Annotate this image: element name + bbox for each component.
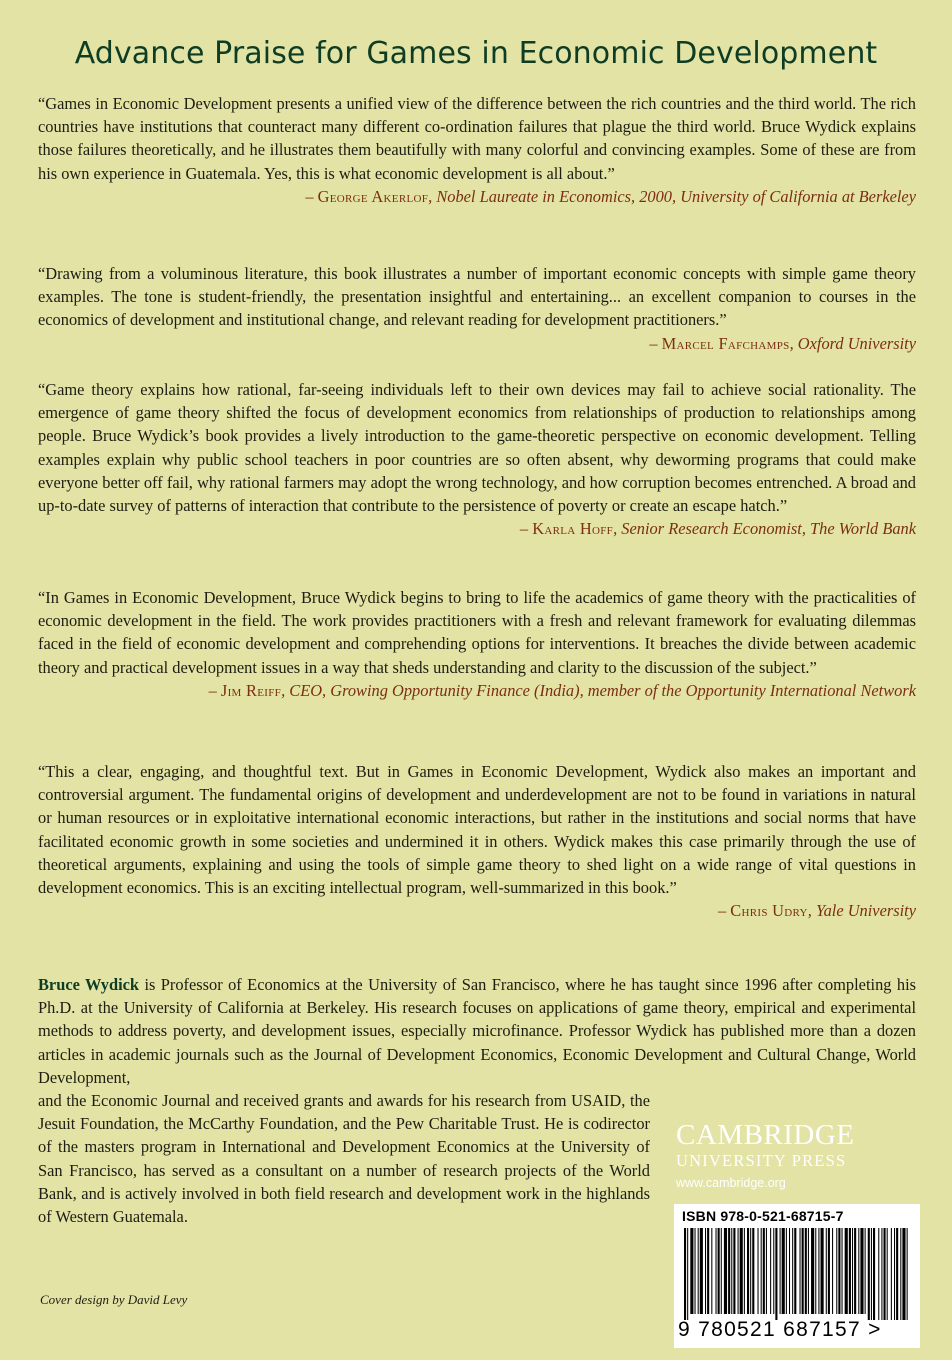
barcode-bar (826, 1228, 827, 1314)
barcode-bar (902, 1228, 905, 1320)
quote-affiliation: , Oxford University (789, 333, 916, 353)
barcode-bar (894, 1228, 895, 1320)
barcode-number: 9 780521 687157 > (678, 1318, 882, 1341)
quote-affiliation: , CEO, Growing Opportunity Finance (India), member of the Opportunity International Network (281, 680, 916, 700)
quote-text: “Games in Economic Development presents a unified view of the difference between the rich countries and the third world. The rich countries have institutions that counteract many different co-ordination failures that plague the third world. Bruce Wydick explains those failures theoretically, and he illustrates them beautifully with many colorful and convincing examples. Some of these are from his own experience in Guatemala. Yes, this is what economic development is all about.” (38, 94, 916, 183)
quote-text: “Drawing from a voluminous literature, this book illustrates a number of important economic concepts with simple game theory examples. The tone is student-friendly, the presentation insightful and entertaining... an excellent companion to courses in the economics of development and institutional change, and relevant reading for development practitioners.” (38, 264, 916, 330)
bio-narrow: and the Economic Journal and received grants and awards for his research from USAID, the Jesuit Foundation, the McCarthy Foundation, and the Pew Charitable Trust. He is codirector of the masters program in International and Development Economics at the University of San Francisco, has served as a consultant on a number of research projects of the World Bank, and is actively involved in both field research and development work in the highlands of Western Guatemala. (38, 1091, 650, 1227)
quote-author: Jim Reiff (220, 680, 282, 700)
barcode-bar (695, 1228, 696, 1314)
barcode-bar (852, 1228, 853, 1314)
barcode-bar (758, 1228, 759, 1314)
isbn-label: ISBN 978-0-521-68715-7 (682, 1208, 844, 1224)
barcode-bar (707, 1228, 709, 1314)
barcode-bar (865, 1228, 866, 1314)
cover-credit: Cover design by David Levy (40, 1292, 188, 1307)
bio-author-name: Bruce Wydick (38, 975, 140, 994)
barcode-bar (740, 1228, 743, 1314)
barcode-bar (821, 1228, 824, 1314)
barcode-bar (900, 1228, 901, 1320)
barcode-bar (811, 1228, 814, 1314)
barcode-bar (775, 1228, 777, 1320)
quote-text: “Game theory explains how rational, far-seeing individuals left to their own devices may fail to achieve social rationality. The emergence of game theory shifted the focus of development economics from relationships of production to relationships among people. Bruce Wydick’s book provides a lively introduction to the game-theoretic perspective on economic development. Telling examples explain why public school teachers in poor countries are so often absent, why deworming programs that could make everyone better off fail, why rational farmers may adopt the wrong technology, and how corruption becomes entrenched. A broad and up-to-date survey of patterns of interaction that contribute to the persistence of poverty or create an escape hatch.” (38, 380, 916, 516)
barcode-bar (733, 1228, 735, 1314)
barcode-bar (836, 1228, 837, 1314)
barcode-bar (878, 1228, 879, 1320)
bio-wide (38, 973, 916, 1089)
barcode-bar (891, 1228, 892, 1320)
quote-affiliation: , Senior Research Economist, The World Bank (613, 519, 916, 539)
bio-text: is Professor of Economics at the University of San Francisco, where he has taught since 1996 after completing his Ph.D. at the University of California at Berkeley. His research focuses on applications of game theory, empirical and experimental methods to address poverty, and development issues, especially microfinance. Professor Wydick has published more than a dozen articles in academic journals such as the Journal of Development Economics, Economic Development and Cultural Change, World Development, (38, 975, 916, 1087)
barcode-bar (808, 1228, 809, 1314)
barcode-bar (766, 1228, 767, 1314)
barcode-bar (828, 1228, 830, 1314)
barcode-bar (794, 1228, 796, 1314)
barcode-bar (747, 1228, 749, 1314)
barcode-bar (792, 1228, 793, 1314)
barcode-bar (684, 1228, 686, 1320)
quote-attribution: – Karla Hoff, Senior Research Economist, The World Bank (519, 519, 916, 539)
quote-text: “In Games in Economic Development, Bruce Wydick begins to bring to life the academics of game theory with the practicalities of economic development in the field. The work provides practitioners with a fresh and relevant framework for evaluating dilemmas faced in the field of economic development and comprehending options for interventions. It breaches the divide between academic theory and practical development issues in a way that sheds understanding and clarity to the discussion of the subject.” (38, 588, 916, 677)
barcode-bar (800, 1228, 801, 1314)
barcode-bar (700, 1228, 703, 1314)
barcode-bar (721, 1228, 722, 1314)
barcode-bar (782, 1228, 785, 1314)
barcode-bar (881, 1228, 882, 1320)
barcode-bar (854, 1228, 856, 1314)
barcode-bar (690, 1228, 693, 1314)
barcode-bar (805, 1228, 807, 1314)
barcode-bar (842, 1228, 843, 1314)
quote-author: George Akerlof (317, 186, 429, 206)
barcode-bar (763, 1228, 765, 1314)
quote-affiliation: , Yale University (807, 901, 916, 921)
quote-attribution: – Jim Reiff, CEO, Growing Opportunity Finance (India), member of the Opportunity International Network (208, 680, 916, 700)
quote-author: Marcel Fafchamps (661, 333, 790, 353)
barcode-bar (868, 1228, 870, 1320)
barcode-bar (705, 1228, 706, 1314)
publisher-url: www.cambridge.org (676, 1176, 786, 1190)
barcode-bar (832, 1228, 833, 1314)
barcode-bar (858, 1228, 859, 1314)
barcode-bar (802, 1228, 804, 1314)
barcode-bar (873, 1228, 875, 1320)
praise-quote-4 (38, 586, 916, 702)
barcode-bar (711, 1228, 712, 1314)
barcode-bar (770, 1228, 771, 1314)
barcode-bar (871, 1228, 872, 1320)
barcode-bar (750, 1228, 751, 1314)
barcode-block (674, 1204, 920, 1348)
barcode-bar (738, 1228, 739, 1314)
barcode-bar (849, 1228, 851, 1314)
title-book: Games in Economic Development (366, 36, 878, 71)
barcode-bar (884, 1228, 886, 1320)
page-title (0, 36, 952, 71)
barcode-bar (773, 1228, 774, 1314)
barcode-bar (845, 1228, 848, 1314)
barcode-bar (716, 1228, 717, 1314)
quote-affiliation: , Nobel Laureate in Economics, 2000, University of California at Berkeley (428, 186, 916, 206)
quote-attribution: – George Akerlof, Nobel Laureate in Economics, 2000, University of California at Berkeley (305, 186, 916, 206)
barcode-bar (728, 1228, 730, 1314)
praise-quote-2 (38, 262, 916, 355)
quote-author: Karla Hoff (532, 519, 614, 539)
publisher-logo (676, 1120, 916, 1192)
quote-attribution: – Chris Udry, Yale University (717, 901, 916, 921)
publisher-subname: UNIVERSITY PRESS (676, 1151, 847, 1170)
publisher-name: CAMBRIDGE (676, 1119, 855, 1151)
barcode-bar (860, 1228, 863, 1314)
quote-author: Chris Udry (730, 901, 808, 921)
barcode-bar (687, 1228, 688, 1320)
praise-quote-5 (38, 760, 916, 922)
barcode-icon (682, 1228, 912, 1320)
quote-attribution: – Marcel Fafchamps, Oxford University (649, 333, 916, 353)
barcode-bar (718, 1228, 720, 1314)
quote-text: “This a clear, engaging, and thoughtful text. But in Games in Economic Development, Wydick also makes an important and controversial argument. The fundamental origins of development and underdevelopment are not to be found in variations in natural or human resources or in exploitative international economic interactions, but rather in the institutions and social norms that have facilitated economic growth in some societies and undermined it in others. Wydick makes this case primarily through the use of theoretical arguments, explaining and using the tools of simple game theory to shed light on a wide range of vital questions in development economics. This is an exciting intellectual program, well-summarized in this book.” (38, 762, 916, 898)
barcode-bar (789, 1228, 790, 1314)
barcode-bar (780, 1228, 781, 1314)
barcode-bar (887, 1228, 888, 1320)
barcode-bar (724, 1228, 727, 1314)
barcode-bar (907, 1228, 908, 1320)
barcode-bar (731, 1228, 732, 1314)
barcode-bar (786, 1228, 787, 1314)
barcode-bar (815, 1228, 816, 1314)
barcode-bar (698, 1228, 699, 1314)
title-prefix: Advance Praise for (74, 36, 367, 71)
praise-quote-1 (38, 92, 916, 208)
barcode-bar (838, 1228, 840, 1314)
barcode-bar (818, 1228, 819, 1314)
barcode-bar (761, 1228, 762, 1314)
barcode-bar (752, 1228, 754, 1314)
barcode-bar (896, 1228, 898, 1320)
barcode-bar (744, 1228, 745, 1314)
praise-quote-3 (38, 378, 916, 540)
